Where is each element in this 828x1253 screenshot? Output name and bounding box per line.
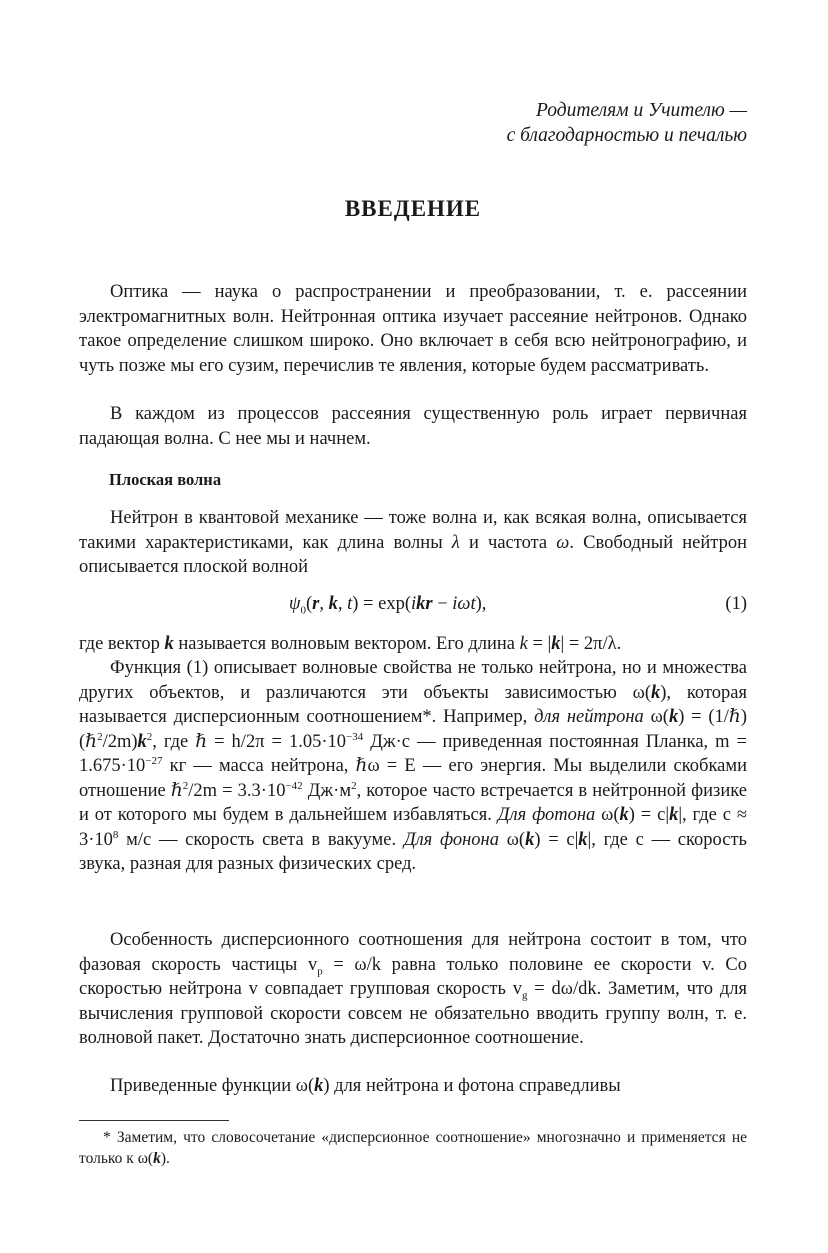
intro-paragraph-2: В каждом из процессов рассеяния существенную роль играет первичная падающая волна. С нее мы и начнем. xyxy=(79,404,747,449)
vector-k: k xyxy=(651,682,661,703)
text: Дж·м xyxy=(302,780,352,801)
text: ) = c| xyxy=(534,829,579,850)
dispersion-paragraph xyxy=(79,656,747,877)
vector-k: k xyxy=(668,707,679,727)
text: * Заметим, что словосочетание «дисперсионное соотношение» многозначно и применяется не только к ω( xyxy=(79,1129,747,1167)
text: Дж·с — приведенная постоянная Планка, m = 1.675·10 xyxy=(79,731,747,776)
psi-symbol: ψ xyxy=(289,594,301,614)
superscript: −34 xyxy=(346,730,364,743)
subscript: 0 xyxy=(300,604,306,617)
chapter-title: ВВЕДЕНИЕ xyxy=(344,196,482,221)
vector-k: k xyxy=(525,829,535,850)
for-photon-emphasis: Для фотона xyxy=(497,805,596,825)
text: , которое часто встречается в нейтронной физике и от которого мы будем в дальнейшем избавляться. xyxy=(79,780,747,825)
for-phonon-emphasis: Для фонона xyxy=(403,829,499,850)
intro-paragraph-1: Оптика — наука о распространении и преобразовании, т. е. рассеянии электромагнитных волн. Нейтронная оптика изучает рассеяние нейтронов. Однако такое определение слишком широко. Оно включает в себя всю нейтронографию, и чуть позже мы его сузим, перечислив те явления, которые будем рассматривать. xyxy=(79,282,747,376)
closing-paragraph xyxy=(79,1074,747,1099)
subscript: p xyxy=(317,965,323,978)
text: ), xyxy=(475,594,487,614)
vector-k: k xyxy=(551,634,561,654)
vector-kr: kr xyxy=(416,594,433,614)
plane-wave-paragraph xyxy=(79,506,747,580)
text: /2m) xyxy=(102,731,138,752)
lambda-symbol: λ xyxy=(451,532,460,553)
text: Особенность дисперсионного соотношения для нейтрона состоит в том, что фазовая скорость частицы v xyxy=(79,930,747,975)
text: ω( xyxy=(499,829,526,850)
text: Приведенные функции ω( xyxy=(110,1076,315,1096)
superscript: 2 xyxy=(182,779,189,792)
vector-k: k xyxy=(164,634,174,654)
text: ω( xyxy=(595,805,620,825)
text: = dω/dk. Заметим, что для вычисления групповой скорости совсем не обязательно вводить группу волн, т. е. волновой пакет. Достаточно знать дисперсионное соотношение. xyxy=(79,979,747,1048)
text: ) для нейтрона и фотона справедливы xyxy=(323,1076,621,1096)
vector-k: k xyxy=(153,1150,161,1167)
text: называется волновым вектором. Его длина xyxy=(173,634,520,654)
text: ω( xyxy=(643,707,669,727)
text: | = 2π/λ. xyxy=(560,634,622,654)
equation-number: (1) xyxy=(725,594,747,614)
superscript: 8 xyxy=(112,828,119,841)
vector-k: k xyxy=(137,731,147,752)
text: ) = c| xyxy=(628,805,670,825)
text: , xyxy=(319,594,329,614)
superscript: 2 xyxy=(146,730,153,743)
vector-k: k xyxy=(578,829,588,850)
superscript: 2 xyxy=(351,779,357,792)
superscript: 2 xyxy=(97,730,103,743)
vector-r: r xyxy=(312,594,320,614)
omega-symbol: ω xyxy=(556,532,570,553)
text: = ω/k равна только половине ее скорости v. Со скоростью нейтрона v совпадает групповая скорость v xyxy=(79,954,747,999)
text: = | xyxy=(527,634,552,654)
footnote-rule xyxy=(79,1120,229,1121)
section-title: Плоская волна xyxy=(109,470,222,489)
text: − xyxy=(432,594,453,614)
vector-k: k xyxy=(328,594,338,614)
group-velocity-paragraph xyxy=(79,928,747,1051)
k-magnitude: k xyxy=(519,634,528,654)
text: . Свободный нейтрон описывается плоской волной xyxy=(79,532,747,577)
vector-k: k xyxy=(619,805,629,825)
text: Функция (1) описывает волновые свойства не только нейтрона, но и множества других объектов, и различаются эти объекты зависимостью ω( xyxy=(79,658,747,703)
vector-k: k xyxy=(314,1076,324,1096)
vector-k: k xyxy=(669,805,679,825)
text: где вектор xyxy=(79,634,165,654)
text: , где ℏ = h/2π = 1.05·10 xyxy=(152,731,347,752)
text: и частота xyxy=(459,532,557,553)
imaginary-unit: i xyxy=(410,594,417,614)
footnote xyxy=(79,1127,747,1169)
text: ). xyxy=(160,1150,170,1167)
text: ( xyxy=(306,594,313,614)
text: ), которая называется дисперсионным соотношением*. Например, xyxy=(79,682,747,727)
time-symbol: t xyxy=(347,594,353,614)
superscript: −42 xyxy=(285,779,303,792)
text: , xyxy=(337,594,348,614)
epigraph-line-1: Родителям и Учителю — xyxy=(536,100,747,121)
epigraph xyxy=(507,98,747,148)
superscript: −27 xyxy=(145,754,163,767)
plane-wave-formula xyxy=(289,592,486,616)
text: м/с — скорость света в вакууме. xyxy=(118,829,404,850)
epigraph-line-2: с благодарностью и печалью xyxy=(506,125,747,146)
text: /2m = 3.3·10 xyxy=(188,780,286,801)
wave-vector-paragraph xyxy=(79,632,747,657)
for-neutron-emphasis: для нейтрона xyxy=(534,707,644,727)
text: кг — масса нейтрона, ℏω = E — его энергия. Мы выделили скобками отношение ℏ xyxy=(79,756,747,801)
text: |, где c — скорость звука, разная для разных физических сред. xyxy=(79,829,747,874)
text: |, где c ≈ 3·10 xyxy=(79,805,747,850)
text: ) = exp( xyxy=(352,594,411,614)
iwt-term: iωt xyxy=(452,594,476,614)
text: Нейтрон в квантовой механике — тоже волна и, как всякая волна, описывается такими характеристиками, как длина волны xyxy=(79,508,747,553)
text: ) = (1/ℏ)(ℏ xyxy=(79,707,748,752)
subscript: g xyxy=(521,989,528,1002)
